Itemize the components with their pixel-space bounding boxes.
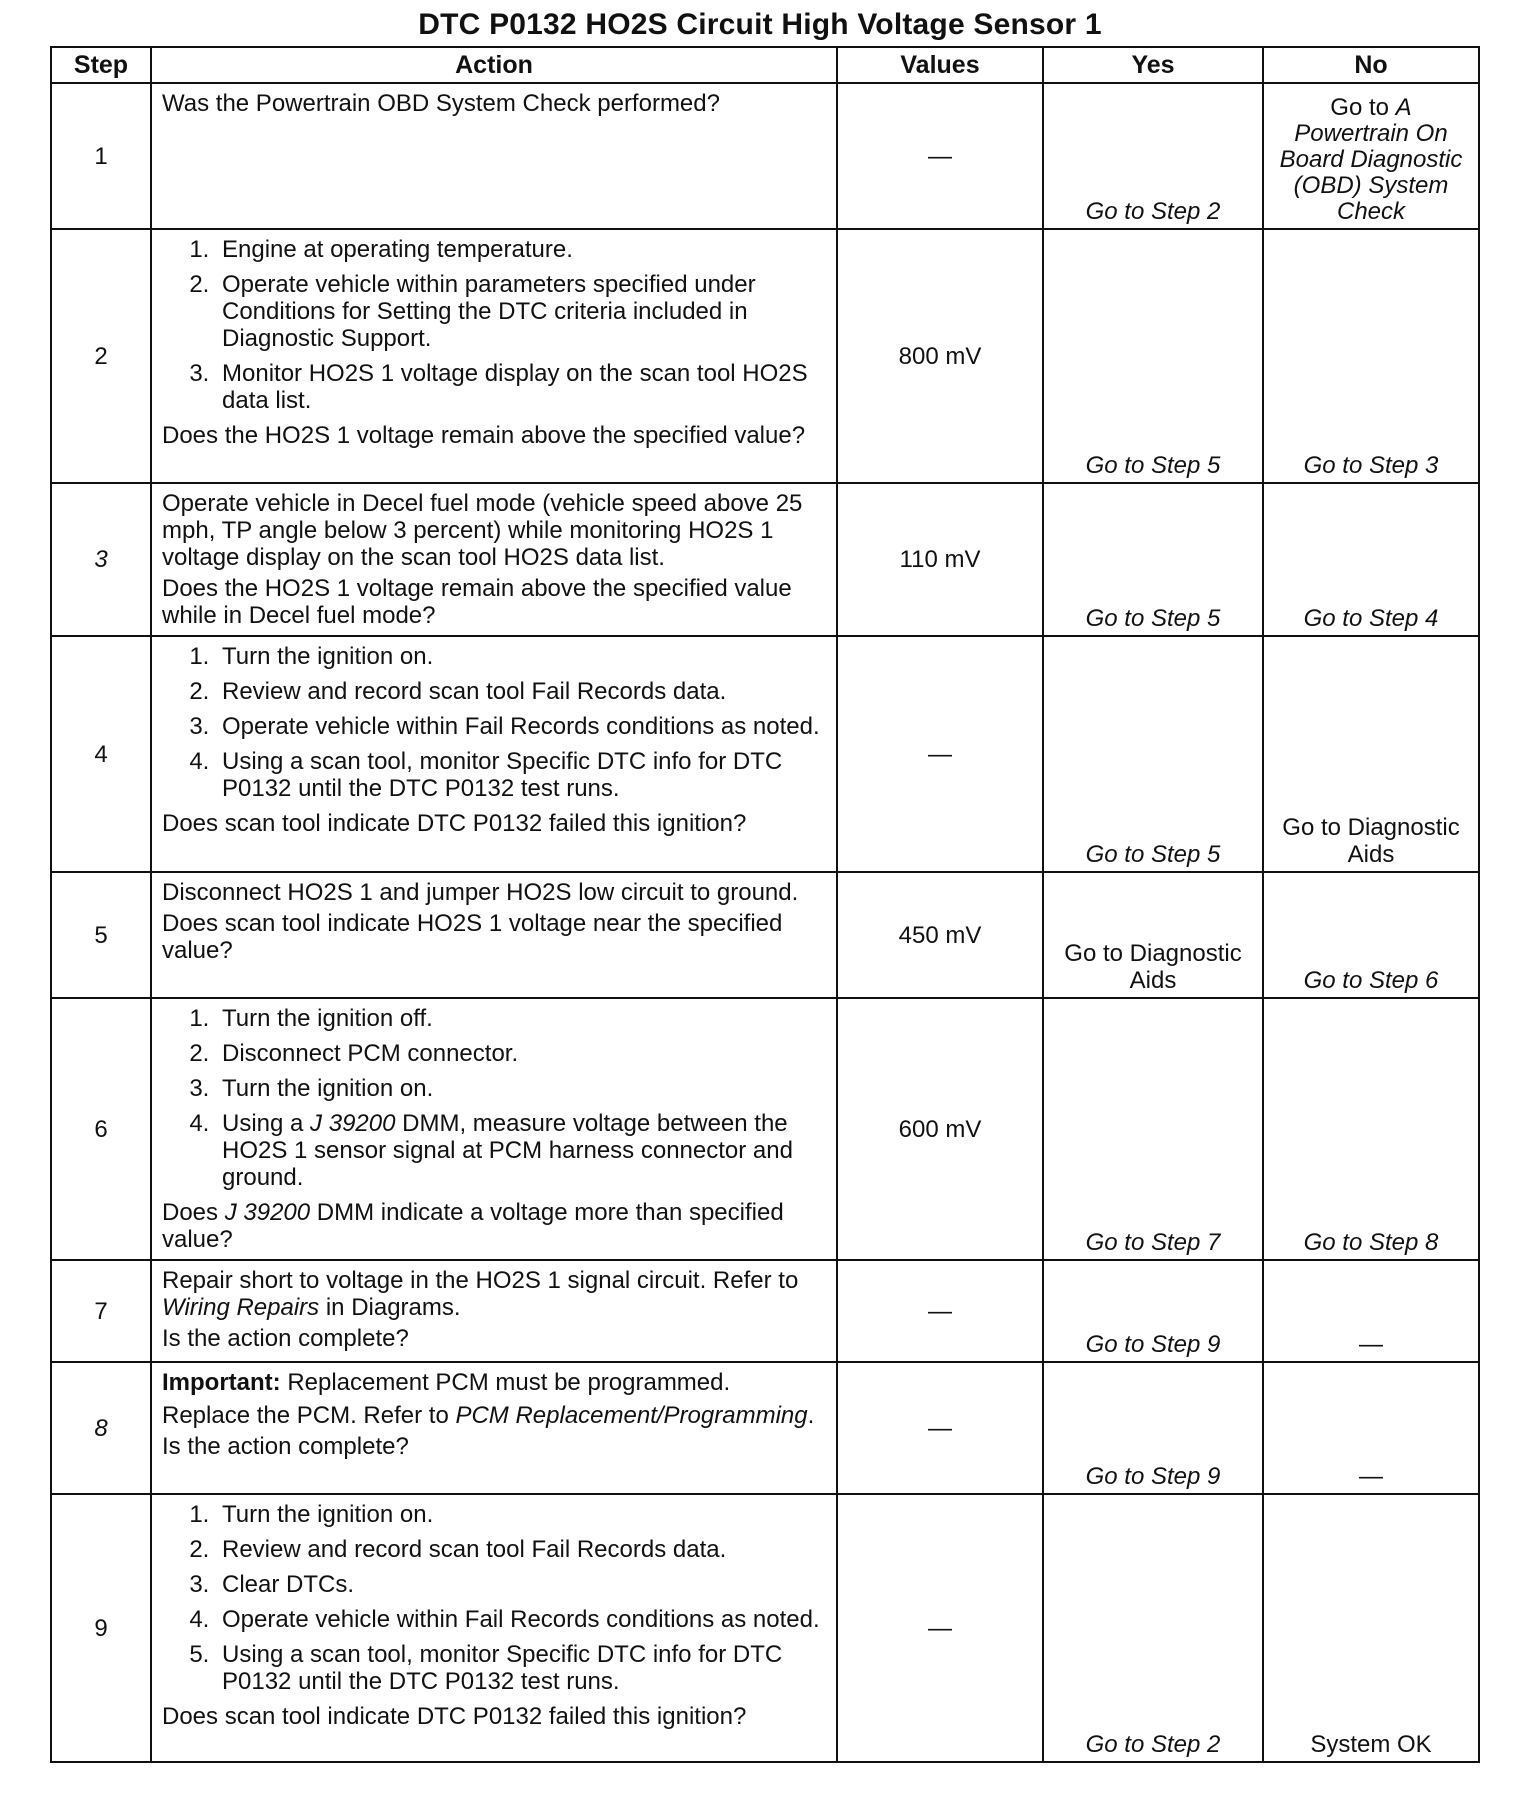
list-item: [216, 1110, 826, 1191]
table-row: [51, 872, 1479, 998]
action-question: Is the action complete?: [162, 1433, 409, 1460]
value-cell: 800 mV: [837, 229, 1043, 483]
value-cell: 110 mV: [837, 483, 1043, 636]
action-question: Does the HO2S 1 voltage remain above the specified value while in Decel fuel mode?: [162, 575, 792, 629]
list-item: 3. Clear DTCs.: [216, 1571, 826, 1598]
step-number: 2: [51, 229, 151, 483]
list-item: 1. Engine at operating temperature.: [216, 236, 826, 263]
list-item: 2. Disconnect PCM connector.: [216, 1040, 826, 1067]
step-number: 5: [51, 872, 151, 998]
table-row: [51, 483, 1479, 636]
no-cell: [1263, 83, 1479, 229]
action-text-part: Replace the PCM. Refer to: [162, 1402, 456, 1429]
step-number: 1: [51, 83, 151, 229]
table-row: [51, 998, 1479, 1260]
header-row: [51, 47, 1479, 83]
yes-cell: Go to Step 9: [1043, 1260, 1263, 1362]
list-item: 1. Turn the ignition off.: [216, 1005, 826, 1032]
list-item: 2. Review and record scan tool Fail Records data.: [216, 1536, 826, 1563]
list-item: 3. Turn the ignition on.: [216, 1075, 826, 1102]
list-item: 5. Using a scan tool, monitor Specific DTC info for DTC P0132 until the DTC P0132 test runs.: [216, 1641, 826, 1695]
no-link-text: A Powertrain On Board Diagnostic (OBD) System Check: [1279, 94, 1463, 225]
action-cell: [151, 1494, 837, 1762]
action-question: Is the action complete?: [162, 1325, 409, 1352]
header-step: Step: [51, 47, 151, 83]
yes-cell: Go to Step 9: [1043, 1362, 1263, 1494]
yes-cell: Go to Step 2: [1043, 83, 1263, 229]
list-item: 1. Turn the ignition on.: [216, 1501, 826, 1528]
table-row: [51, 83, 1479, 229]
action-list: [162, 1501, 826, 1695]
list-item: 3. Monitor HO2S 1 voltage display on the scan tool HO2S data list.: [216, 360, 826, 414]
yes-cell: Go to Step 5: [1043, 229, 1263, 483]
list-item: 4. Using a scan tool, monitor Specific DTC info for DTC P0132 until the DTC P0132 test runs.: [216, 748, 826, 802]
value-cell: —: [837, 1362, 1043, 1494]
reference-text: Wiring Repairs: [162, 1294, 320, 1321]
step-number: 9: [51, 1494, 151, 1762]
yes-cell: Go to Step 5: [1043, 636, 1263, 872]
list-item: 3. Operate vehicle within Fail Records conditions as noted.: [216, 713, 826, 740]
value-cell: —: [837, 1260, 1043, 1362]
tool-name: J 39200: [310, 1110, 396, 1137]
important-note: [162, 1369, 826, 1396]
step-number: 8: [51, 1362, 151, 1494]
no-cell: —: [1263, 1362, 1479, 1494]
list-item: 2. Review and record scan tool Fail Records data.: [216, 678, 826, 705]
no-cell: System OK: [1263, 1494, 1479, 1762]
action-text-part: .: [807, 1402, 815, 1429]
table-row: [51, 1362, 1479, 1494]
action-question: Does scan tool indicate DTC P0132 failed this ignition?: [162, 810, 747, 837]
header-no: No: [1263, 47, 1479, 83]
step-number: 6: [51, 998, 151, 1260]
action-list: [162, 643, 826, 802]
action-text: Operate vehicle in Decel fuel mode (vehicle speed above 25 mph, TP angle below 3 percent) while monitoring HO2S 1 voltage display on the scan tool HO2S data list.: [162, 490, 803, 571]
diagnostic-table: [50, 46, 1480, 1763]
action-cell: [151, 1362, 837, 1494]
question-text: DMM indicate a voltage more than specified value?: [162, 1199, 784, 1253]
no-cell: —: [1263, 1260, 1479, 1362]
header-yes: Yes: [1043, 47, 1263, 83]
no-cell: Go to Step 4: [1263, 483, 1479, 636]
value-cell: —: [837, 1494, 1043, 1762]
action-question: Does the HO2S 1 voltage remain above the specified value?: [162, 422, 806, 449]
action-text: [162, 1267, 826, 1321]
no-cell: Go to Diagnostic Aids: [1263, 636, 1479, 872]
table-row: [51, 1494, 1479, 1762]
action-text-part: in Diagrams.: [319, 1294, 461, 1321]
no-cell: Go to Step 8: [1263, 998, 1479, 1260]
value-cell: —: [837, 83, 1043, 229]
header-action: Action: [151, 47, 837, 83]
action-question: Does scan tool indicate DTC P0132 failed this ignition?: [162, 1703, 747, 1730]
question-text: Does: [162, 1199, 225, 1226]
tool-name: J 39200: [224, 1199, 311, 1226]
table-row: [51, 229, 1479, 483]
action-cell: [151, 483, 837, 636]
yes-cell: Go to Step 2: [1043, 1494, 1263, 1762]
value-cell: 450 mV: [837, 872, 1043, 998]
yes-cell: Go to Step 7: [1043, 998, 1263, 1260]
list-item: 4. Operate vehicle within Fail Records conditions as noted.: [216, 1606, 826, 1633]
list-item: 1. Turn the ignition on.: [216, 643, 826, 670]
action-text: Disconnect HO2S 1 and jumper HO2S low circuit to ground.: [162, 879, 799, 906]
important-text: Replacement PCM must be programmed.: [280, 1369, 731, 1396]
action-cell: [151, 229, 837, 483]
step-number: 3: [51, 483, 151, 636]
action-list: [162, 1005, 826, 1191]
table-row: [51, 636, 1479, 872]
action-question: [162, 1199, 826, 1253]
value-cell: —: [837, 636, 1043, 872]
table-row: [51, 1260, 1479, 1362]
step-number: 4: [51, 636, 151, 872]
action-cell: [151, 636, 837, 872]
reference-text: PCM Replacement/Programming: [455, 1402, 808, 1429]
list-item-text: DMM, measure voltage between the HO2S 1 sensor signal at PCM harness connector and ground.: [222, 1110, 793, 1191]
list-item: 2. Operate vehicle within parameters specified under Conditions for Setting the DTC criteria included in Diagnostic Support.: [216, 271, 826, 352]
page-title: DTC P0132 HO2S Circuit High Voltage Sensor 1: [418, 8, 1102, 41]
yes-cell: Go to Step 5: [1043, 483, 1263, 636]
step-number: 7: [51, 1260, 151, 1362]
important-label: Important:: [162, 1369, 281, 1396]
action-cell: [151, 83, 837, 229]
action-cell: [151, 872, 837, 998]
no-prefix: Go to: [1330, 94, 1396, 121]
action-cell: [151, 1260, 837, 1362]
no-cell: Go to Step 3: [1263, 229, 1479, 483]
value-cell: 600 mV: [837, 998, 1043, 1260]
action-cell: [151, 998, 837, 1260]
no-cell: Go to Step 6: [1263, 872, 1479, 998]
header-values: Values: [837, 47, 1043, 83]
yes-cell: Go to Diagnostic Aids: [1043, 872, 1263, 998]
action-text-part: Repair short to voltage in the HO2S 1 signal circuit. Refer to: [162, 1267, 799, 1294]
list-item-text: Using a: [222, 1110, 311, 1137]
action-question: Does scan tool indicate HO2S 1 voltage near the specified value?: [162, 910, 783, 964]
action-text: [162, 1402, 826, 1429]
action-list: [162, 236, 826, 414]
action-text: Was the Powertrain OBD System Check performed?: [162, 90, 720, 117]
